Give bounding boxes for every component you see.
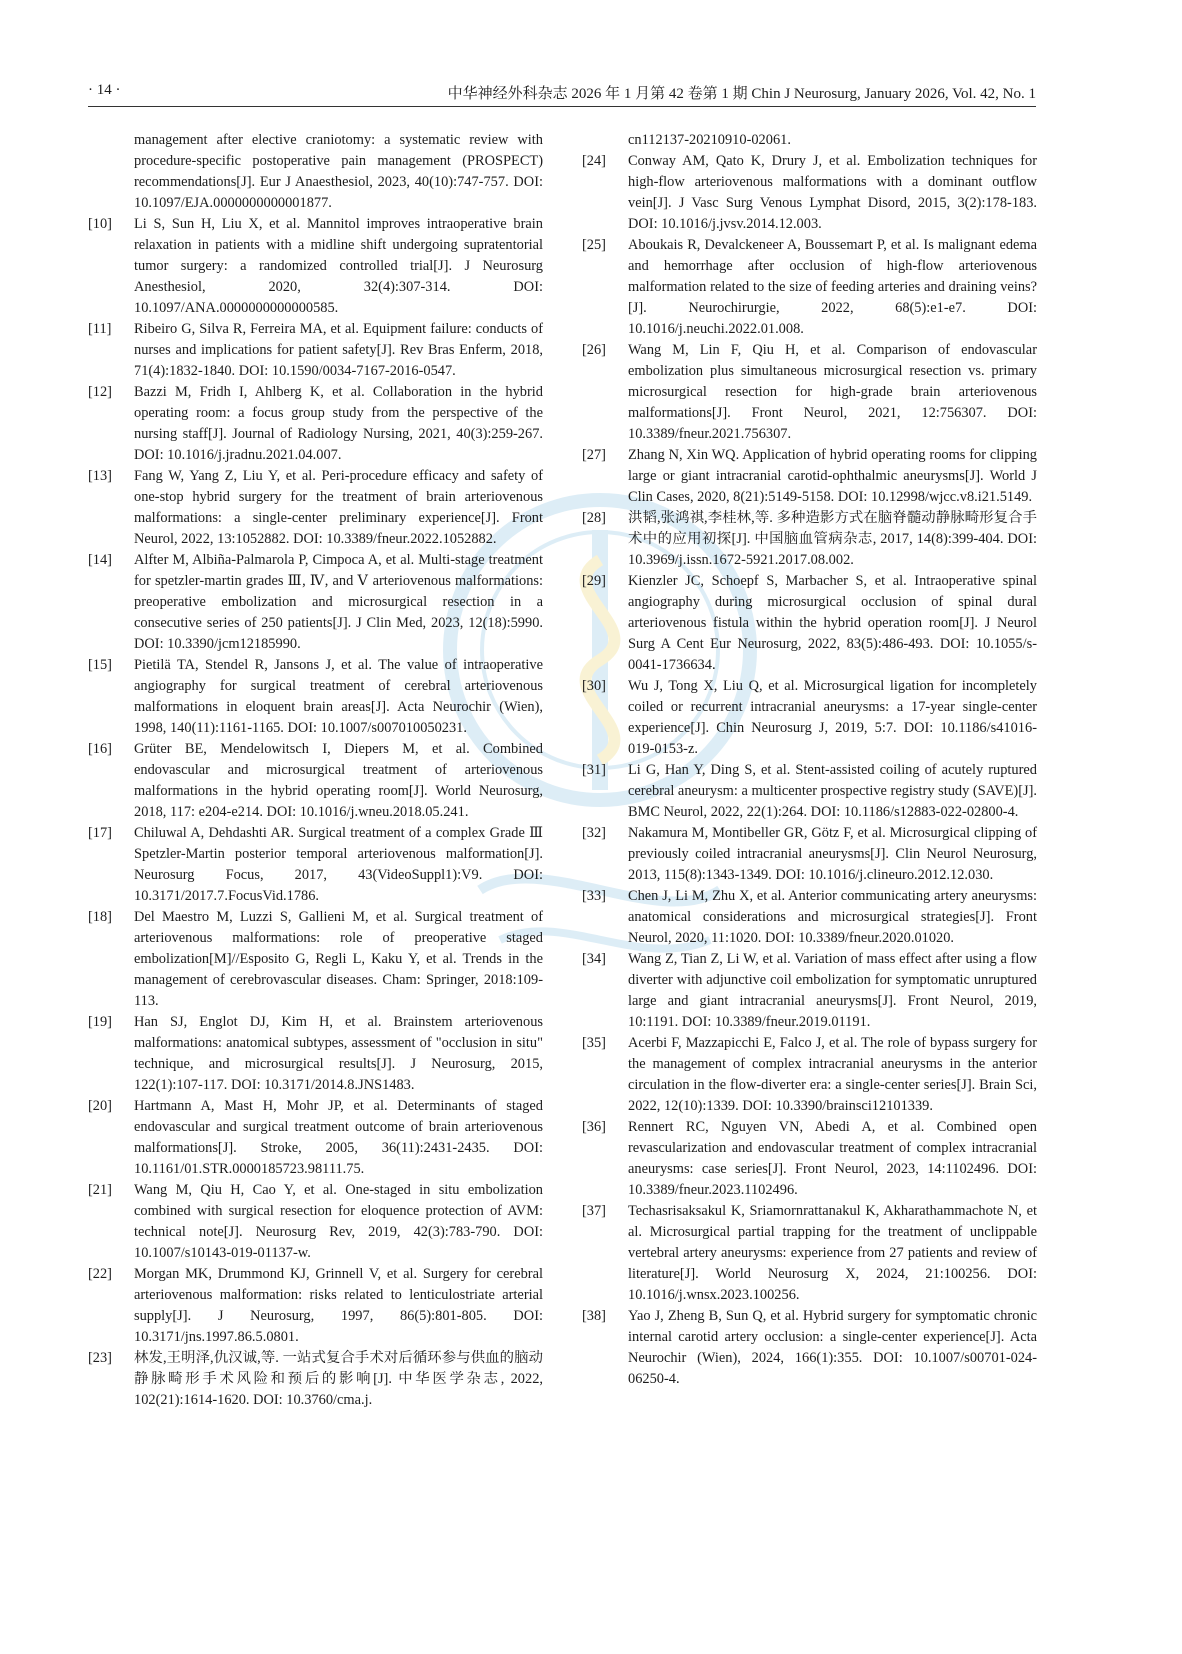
reference-number: [15] <box>88 657 112 673</box>
reference-item <box>88 1180 543 1264</box>
reference-item <box>582 886 1037 949</box>
reference-text: Kienzler JC, Schoepf S, Marbacher S, et al. Intraoperative spinal angiography during microsurgical occlusion of spinal dural arteriovenous fistula within the hybrid operation room[J]. J Neurol Surg A Cent Eur Neurosurg, 2022, 83(5):486-493. DOI: 10.1055/s-0041-1736634. <box>628 573 1037 673</box>
reference-text: Fang W, Yang Z, Liu Y, et al. Peri-procedure efficacy and safety of one-stop hybrid surgery for the treatment of brain arteriovenous malformations: a single-center preliminary experience[J]. Front Neurol, 2022, 13:1052882. DOI: 10.3389/fneur.2022.1052882. <box>134 468 543 547</box>
reference-text: Li G, Han Y, Ding S, et al. Stent-assisted coiling of acutely ruptured cerebral aneurysm: a multicenter prospective registry study (SAVE)[J]. BMC Neurol, 2022, 22(1):264. DOI: 10.1186/s12883-022-02800-4. <box>628 762 1037 820</box>
reference-text: Chen J, Li M, Zhu X, et al. Anterior communicating artery aneurysms: anatomical considerations and microsurgical strategies[J]. Front Neurol, 2020, 11:1020. DOI: 10.3389/fneur.2020.01020. <box>628 888 1037 946</box>
reference-text: Hartmann A, Mast H, Mohr JP, et al. Determinants of staged endovascular and surgical treatment outcome of brain arteriovenous malformations[J]. Stroke, 2005, 36(11):2431-2435. DOI: 10.1161/01.STR.0000185723.98111.75. <box>134 1098 543 1177</box>
reference-text: Del Maestro M, Luzzi S, Gallieni M, et al. Surgical treatment of arteriovenous malformations: role of preoperative staged embolization[M]//Esposito G, Regli L, Kaku Y, et al. Trends in the management of cerebrovascular diseases. Cham: Springer, 2018:109-113. <box>134 909 543 1009</box>
ref-continuation: management after elective craniotomy: a systematic review with procedure-specific postoperative pain management (PROSPECT) recommendations[J]. Eur J Anaesthesiol, 2023, 40(10):747-757. DOI: 10.1097/EJA.0000000000001877. <box>134 132 543 211</box>
reference-item <box>88 655 543 739</box>
reference-text: Morgan MK, Drummond KJ, Grinnell V, et al. Surgery for cerebral arteriovenous malformation: risks related to lenticulostriate arterial supply[J]. J Neurosurg, 1997, 86(5):801-805. DOI: 10.3171/jns.1997.86.5.0801. <box>134 1266 543 1345</box>
reference-number: [31] <box>582 762 606 778</box>
reference-number: [30] <box>582 678 606 694</box>
reference-number: [13] <box>88 468 112 484</box>
reference-number: [17] <box>88 825 112 841</box>
reference-item <box>582 676 1037 760</box>
reference-item <box>582 445 1037 508</box>
reference-item <box>582 949 1037 1033</box>
reference-text: Chiluwal A, Dehdashti AR. Surgical treatment of a complex Grade Ⅲ Spetzler-Martin posterior temporal arteriovenous malformation[J]. Neurosurg Focus, 2017, 43(VideoSuppl1):V9. DOI: 10.3171/2017.7.FocusVid.1786. <box>134 825 543 904</box>
header-rule <box>88 106 1036 107</box>
reference-number: [19] <box>88 1014 112 1030</box>
reference-item <box>88 1096 543 1180</box>
reference-text: Yao J, Zheng B, Sun Q, et al. Hybrid surgery for symptomatic chronic internal carotid artery occlusion: a single-center experience[J]. Acta Neurochir (Wien), 2024, 166(1):355. DOI: 10.1007/s00701-024-06250-4. <box>628 1308 1037 1387</box>
reference-number: [27] <box>582 447 606 463</box>
reference-number: [32] <box>582 825 606 841</box>
reference-text: Han SJ, Englot DJ, Kim H, et al. Brainstem arteriovenous malformations: anatomical subtypes, assessment of "occlusion in situ" technique, and microsurgical results[J]. J Neurosurg, 2015, 122(1):107-117. DOI: 10.3171/2014.8.JNS1483. <box>134 1014 543 1093</box>
reference-text: Wang Z, Tian Z, Li W, et al. Variation of mass effect after using a flow diverter with adjunctive coil embolization for symptomatic unruptured large and giant intracranial aneurysms[J]. Front Neurol, 2019, 10:1191. DOI: 10.3389/fneur.2019.01191. <box>628 951 1037 1030</box>
reference-number: [38] <box>582 1308 606 1324</box>
reference-text: Li S, Sun H, Liu X, et al. Mannitol improves intraoperative brain relaxation in patients with a midline shift undergoing supratentorial tumor surgery: a randomized controlled trial[J]. J Neurosurg Anesthesiol, 2020, 32(4):307-314. DOI: 10.1097/ANA.0000000000000585. <box>134 216 543 316</box>
reference-text: Rennert RC, Nguyen VN, Abedi A, et al. Combined open revascularization and endovascular treatment of complex intracranial aneurysms: case series[J]. Front Neurol, 2023, 14:1102496. DOI: 10.3389/fneur.2023.1102496. <box>628 1119 1037 1198</box>
reference-text: 洪韬,张鸿祺,李桂林,等. 多种造影方式在脑脊髓动静脉畸形复合手术中的应用初探[J]. 中国脑血管病杂志, 2017, 14(8):399-404. DOI: 10.3969/j.issn.1672-5921.2017.08.002. <box>628 510 1037 568</box>
reference-item <box>582 760 1037 823</box>
reference-text: Ribeiro G, Silva R, Ferreira MA, et al. Equipment failure: conducts of nurses and implications for patient safety[J]. Rev Bras Enferm, 2018, 71(4):1832-1840. DOI: 10.1590/0034-7167-2016-0547. <box>134 321 543 379</box>
reference-text: Aboukais R, Devalckeneer A, Boussemart P, et al. Is malignant edema and hemorrhage after occlusion of high-flow arteriovenous malformation related to the size of feeding arteries and draining veins?[J]. Neurochirurgie, 2022, 68(5):e1-e7. DOI: 10.1016/j.neuchi.2022.01.008. <box>628 237 1037 337</box>
reference-text: Wang M, Qiu H, Cao Y, et al. One-staged in situ embolization combined with surgical resection for eloquence protection of AVM: technical note[J]. Neurosurg Rev, 2019, 42(3):783-790. DOI: 10.1007/s10143-019-01137-w. <box>134 1182 543 1261</box>
reference-item <box>582 1117 1037 1201</box>
reference-number: [24] <box>582 153 606 169</box>
reference-number: [11] <box>88 321 112 337</box>
reference-number: [35] <box>582 1035 606 1051</box>
reference-number: [34] <box>582 951 606 967</box>
reference-item <box>582 823 1037 886</box>
reference-text: Zhang N, Xin WQ. Application of hybrid operating rooms for clipping large or giant intracranial carotid-ophthalmic aneurysms[J]. World J Clin Cases, 2020, 8(21):5149-5158. DOI: 10.12998/wjcc.v8.i21.5149. <box>628 447 1037 505</box>
reference-text: Techasrisaksakul K, Sriamornrattanakul K, Akharathammachote N, et al. Microsurgical partial trapping for the treatment of unclippable vertebral artery aneurysms: experience from 27 patients and review of literature[J]. World Neurosurg X, 2024, 21:100256. DOI: 10.1016/j.wnsx.2023.100256. <box>628 1203 1037 1303</box>
running-header <box>88 80 1036 104</box>
reference-text: Conway AM, Qato K, Drury J, et al. Embolization techniques for high-flow arteriovenous malformations with a dominant outflow vein[J]. J Vasc Surg Venous Lymphat Disord, 2015, 3(2):178-183. DOI: 10.1016/j.jvsv.2014.12.003. <box>628 153 1037 232</box>
reference-item <box>582 1306 1037 1390</box>
reference-item <box>88 319 543 382</box>
reference-number: [14] <box>88 552 112 568</box>
reference-number: [33] <box>582 888 606 904</box>
journal-citation-line: 中华神经外科杂志 2026 年 1 月第 42 卷第 1 期 Chin J Neurosurg, January 2026, Vol. 42, No. 1 <box>447 86 1036 102</box>
reference-item <box>582 151 1037 235</box>
ref-continuation: cn112137-20210910-02061. <box>628 132 791 148</box>
reference-item <box>88 823 543 907</box>
reference-number: [16] <box>88 741 112 757</box>
reference-item <box>88 1012 543 1096</box>
reference-text: Bazzi M, Fridh I, Ahlberg K, et al. Collaboration in the hybrid operating room: a focus group study from the perspective of the nursing staff[J]. Journal of Radiology Nursing, 2021, 40(3):259-267. DOI: 10.1016/j.jradnu.2021.04.007. <box>134 384 543 463</box>
reference-text: Grüter BE, Mendelowitsch I, Diepers M, et al. Combined endovascular and microsurgical treatment of arteriovenous malformations in the hybrid operating room[J]. World Neurosurg, 2018, 117: e204-e214. DOI: 10.1016/j.wneu.2018.05.241. <box>134 741 543 820</box>
reference-number: [37] <box>582 1203 606 1219</box>
reference-text: Pietilä TA, Stendel R, Jansons J, et al. The value of intraoperative angiography for surgical treatment of cerebral arteriovenous malformations in eloquent brain areas[J]. Acta Neurochir (Wien), 1998, 140(11):1161-1165. DOI: 10.1007/s007010050231. <box>134 657 543 736</box>
reference-item <box>88 1264 543 1348</box>
reference-item <box>582 571 1037 676</box>
right-column <box>582 130 1037 1390</box>
reference-number: [23] <box>88 1350 112 1366</box>
left-column <box>88 130 543 1411</box>
reference-item <box>582 340 1037 445</box>
reference-item <box>88 907 543 1012</box>
reference-number: [26] <box>582 342 606 358</box>
reference-item <box>88 214 543 319</box>
reference-number: [29] <box>582 573 606 589</box>
reference-text: Nakamura M, Montibeller GR, Götz F, et al. Microsurgical clipping of previously coiled intracranial aneurysms[J]. Clin Neurol Neurosurg, 2013, 115(8):1343-1349. DOI: 10.1016/j.clineuro.2012.12.030. <box>628 825 1037 883</box>
reference-text: Acerbi F, Mazzapicchi E, Falco J, et al. The role of bypass surgery for the management of complex intracranial aneurysms in the anterior circulation in the flow-diverter era: a single-center series[J]. Brain Sci, 2022, 12(10):1339. DOI: 10.3390/brainsci12101339. <box>628 1035 1037 1114</box>
reference-item <box>582 1033 1037 1117</box>
reference-item <box>88 739 543 823</box>
reference-item <box>88 550 543 655</box>
reference-number: [21] <box>88 1182 112 1198</box>
reference-number: [36] <box>582 1119 606 1135</box>
reference-item <box>88 466 543 550</box>
reference-number: [12] <box>88 384 112 400</box>
reference-item <box>582 508 1037 571</box>
reference-number: [28] <box>582 510 606 526</box>
reference-text: Wang M, Lin F, Qiu H, et al. Comparison of endovascular embolization plus simultaneous microsurgical resection vs. primary microsurgical resection for high-grade brain arteriovenous malformations[J]. Front Neurol, 2021, 12:756307. DOI: 10.3389/fneur.2021.756307. <box>628 342 1037 442</box>
reference-number: [18] <box>88 909 112 925</box>
reference-text: 林发,王明泽,仇汉诚,等. 一站式复合手术对后循环参与供血的脑动静脉畸形手术风险和预后的影响[J]. 中华医学杂志, 2022, 102(21):1614-1620. DOI: 10.3760/cma.j. <box>134 1350 543 1408</box>
reference-number: [25] <box>582 237 606 253</box>
reference-number: [22] <box>88 1266 112 1282</box>
reference-number: [10] <box>88 216 112 232</box>
reference-text: Wu J, Tong X, Liu Q, et al. Microsurgical ligation for incompletely coiled or recurrent intracranial aneurysms: a 17-year single-center experience[J]. Chin Neurosurg J, 2019, 5:7. DOI: 10.1186/s41016-019-0153-z. <box>628 678 1037 757</box>
reference-number: [20] <box>88 1098 112 1114</box>
reference-item <box>582 235 1037 340</box>
reference-text: Alfter M, Albiña-Palmarola P, Cimpoca A, et al. Multi-stage treatment for spetzler-martin grades Ⅲ, Ⅳ, and Ⅴ arteriovenous malformations: preoperative embolization and microsurgical resection in a consecutive series of 250 patients[J]. J Clin Med, 2023, 12(18):5990. DOI: 10.3390/jcm12185990. <box>134 552 543 652</box>
reference-item <box>88 1348 543 1411</box>
reference-item <box>88 382 543 466</box>
reference-item <box>582 1201 1037 1306</box>
page-number: · 14 · <box>88 82 121 98</box>
